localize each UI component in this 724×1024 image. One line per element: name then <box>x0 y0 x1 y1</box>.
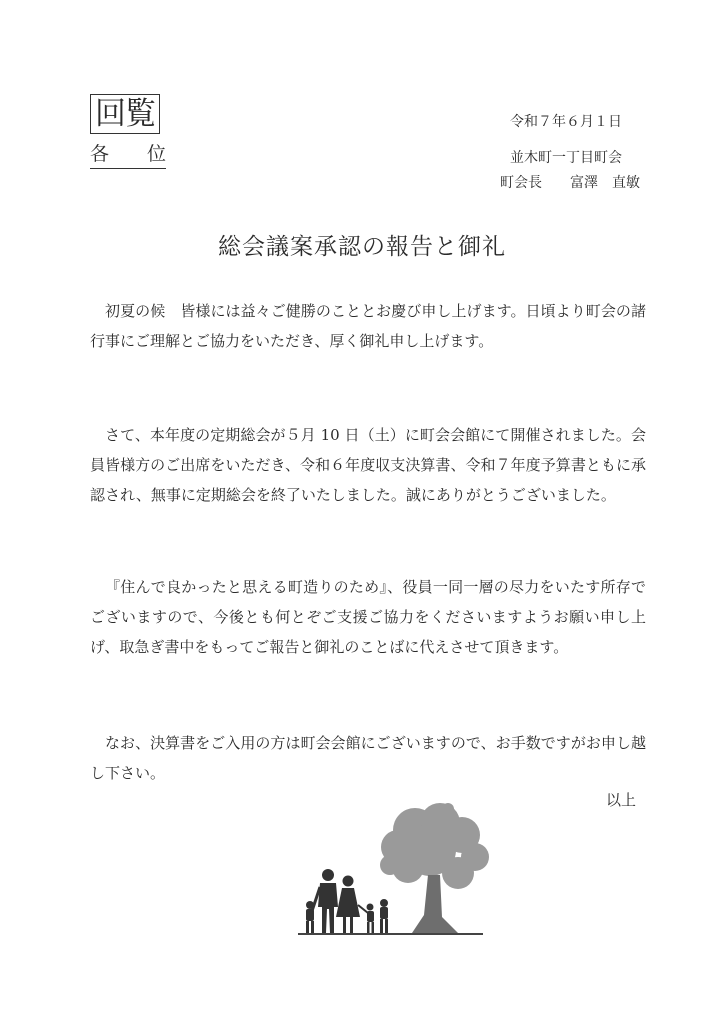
association-name: 並木町一丁目町会 <box>510 150 622 166</box>
family-tree-illustration <box>290 795 490 940</box>
circulate-stamp: 回覧 <box>90 94 160 134</box>
paragraph-note: なお、決算書をご入用の方は町会会館にございますので、お手数ですがお申し越し下さい。 <box>90 734 646 782</box>
addressee-char-2: 位 <box>146 143 166 165</box>
closing-mark: 以上 <box>606 791 637 809</box>
family-icon <box>306 869 388 933</box>
tree-icon <box>380 803 489 933</box>
paragraph-greeting: 初夏の候 皆様には益々ご健勝のこととお慶び申し上げます。日頃より町会の諸行事にご理解とご協力をいただき、厚く御礼申し上げます。 <box>90 302 646 350</box>
ground-line <box>298 933 483 935</box>
paragraph-report: さて、本年度の定期総会が５月 10 日（土）に町会会館にて開催されました。会員皆様方のご出席をいただき、令和６年度収支決算書、令和７年度予算書ともに承認され、無事に定期総会を終了いたしました。誠にありがとうございました。 <box>90 426 646 504</box>
document-title: 総会議案承認の報告と御礼 <box>218 234 506 260</box>
issue-date: 令和７年６月１日 <box>510 114 622 130</box>
addressee <box>90 142 166 169</box>
addressee-char-1: 各 <box>90 143 110 165</box>
chair-signature <box>500 173 640 193</box>
chair-name: 富澤 直敏 <box>570 175 640 191</box>
chair-title: 町会長 <box>500 175 542 191</box>
paragraph-commitment: 『住んで良かったと思える町造りのため』、役員一同一層の尽力をいたす所存でございますので、今後とも何とぞご支援ご協力をくださいますようお願い申し上げ、取急ぎ書中をもってご報告と御礼のことばに代えさせて頂きます。 <box>90 578 646 656</box>
